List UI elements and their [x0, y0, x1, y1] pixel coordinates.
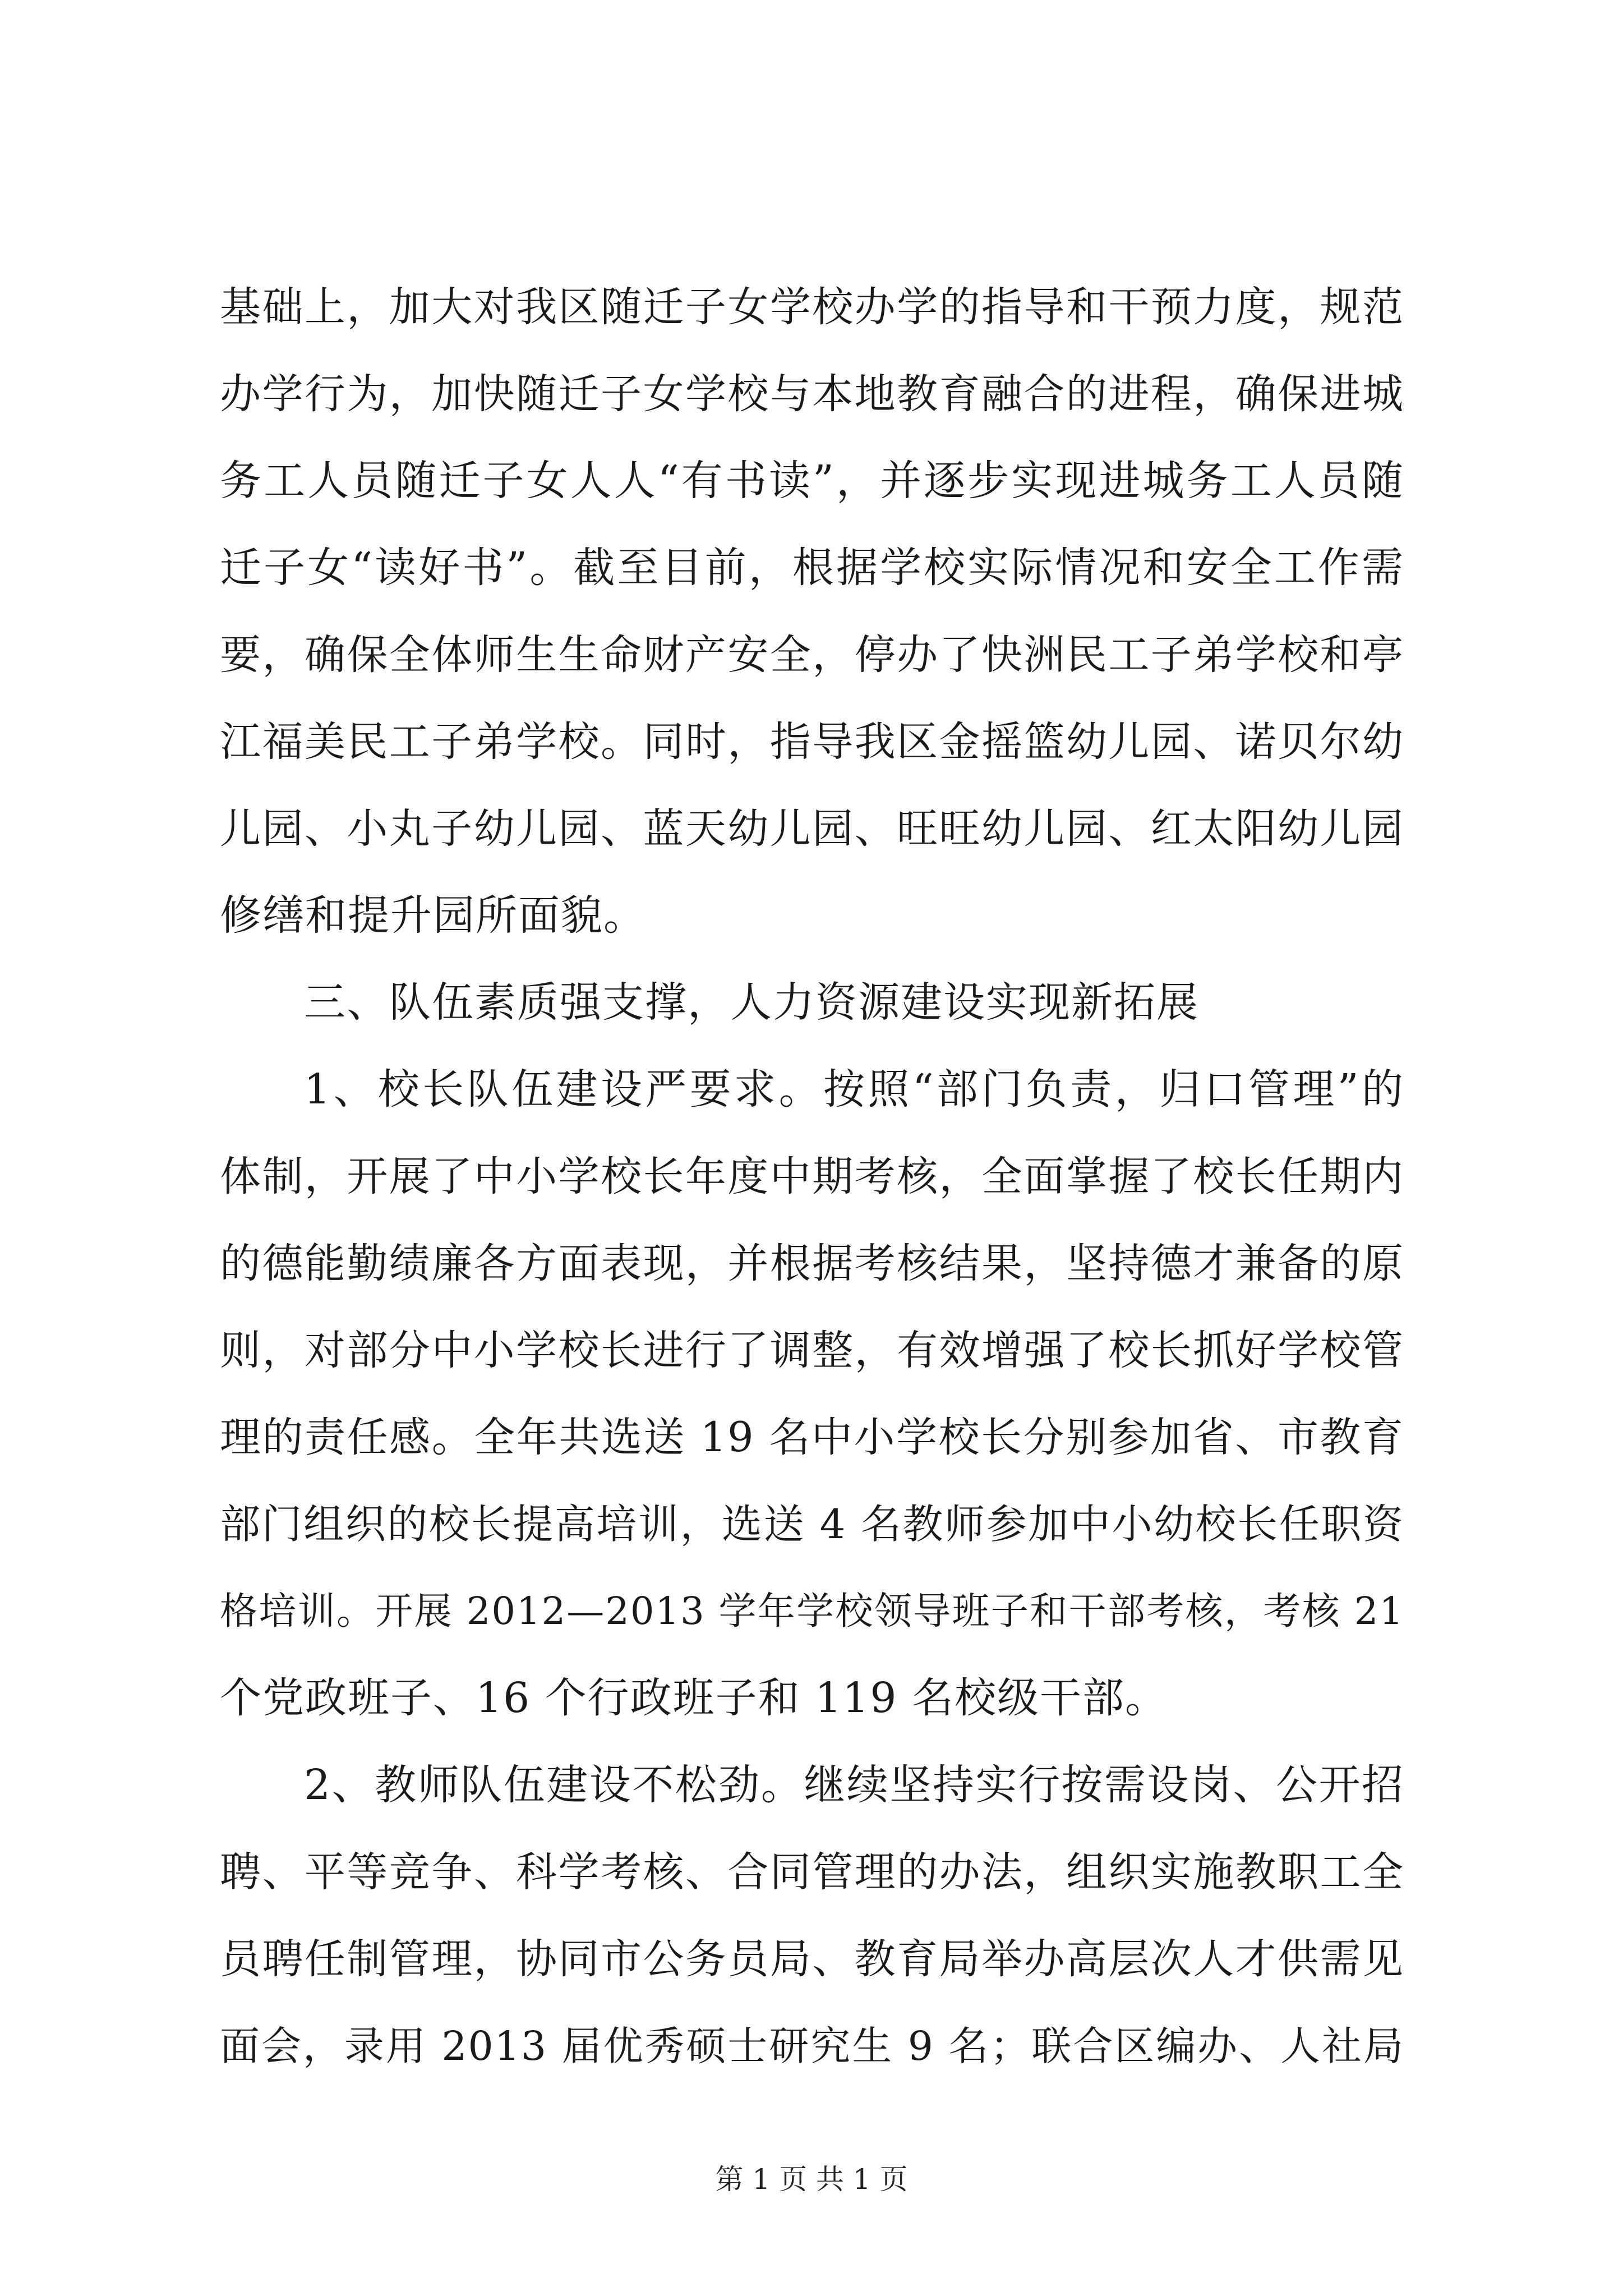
section-heading: 三、队伍素质强支撑，人力资源建设实现新拓展	[304, 978, 1199, 1027]
text-line: 儿园、小丸子幼儿园、蓝天幼儿园、旺旺幼儿园、红太阳幼儿园	[220, 805, 1404, 853]
text-line: 则，对部分中小学校长进行了调整，有效增强了校长抓好学校管	[220, 1327, 1404, 1374]
text-line: 修缮和提升园所面貌。	[220, 891, 646, 940]
paragraph-first-line: 1、校长队伍建设严要求。按照“部门负责，归口管理”的	[304, 1065, 1404, 1114]
text-line: 务工人员随迁子女人人“有书读”，并逐步实现进城务工人员随	[220, 457, 1404, 505]
page-number-label: 第 1 页 共 1 页	[715, 2163, 908, 2196]
text-line: 面会，录用 2013 届优秀硕士研究生 9 名；联合区编办、人社局	[220, 2023, 1404, 2069]
text-line: 部门组织的校长提高培训，选送 4 名教师参加中小幼校长任职资	[220, 1501, 1404, 1548]
page-footer	[0, 2160, 1623, 2199]
text-line: 员聘任制管理，协同市公务员局、教育局举办高层次人才供需见	[220, 1935, 1404, 1983]
text-line: 理的责任感。全年共选送 19 名中小学校长分别参加省、市教育	[220, 1414, 1404, 1461]
text-line: 个党政班子、16 个行政班子和 119 名校级干部。	[220, 1674, 1168, 1722]
text-line: 格培训。开展 2012—2013 学年学校领导班子和干部考核，考核 21	[220, 1589, 1404, 1633]
text-line: 的德能勤绩廉各方面表现，并根据考核结果，坚持德才兼备的原	[220, 1240, 1404, 1287]
text-line: 办学行为，加快随迁子女学校与本地教育融合的进程，确保进城	[220, 370, 1404, 418]
paragraph-first-line: 2、教师队伍建设不松劲。继续坚持实行按需设岗、公开招	[304, 1761, 1404, 1809]
text-line: 江福美民工子弟学校。同时，指导我区金摇篮幼儿园、诺贝尔幼	[220, 718, 1404, 766]
text-line: 迁子女“读好书”。截至目前，根据学校实际情况和安全工作需	[220, 544, 1404, 592]
text-line: 要，确保全体师生生命财产安全，停办了快洲民工子弟学校和亭	[220, 631, 1404, 679]
text-line: 聘、平等竞争、科学考核、合同管理的办法，组织实施教职工全	[220, 1848, 1404, 1896]
text-line: 体制，开展了中小学校长年度中期考核，全面掌握了校长任期内	[220, 1153, 1404, 1200]
document-body	[220, 264, 1404, 2090]
text-line: 基础上，加大对我区随迁子女学校办学的指导和干预力度，规范	[220, 283, 1404, 331]
